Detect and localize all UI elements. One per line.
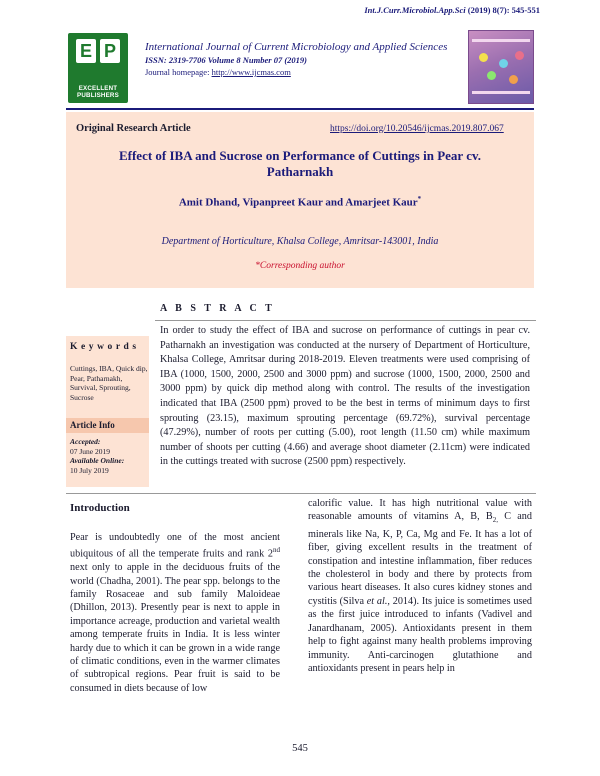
paragraph: Pear is undoubtedly one of the most ancient ubiquitous of all the temperate fruits and rank 2nd next only to apple in the deciduous fruits of the world (Chadha, 2001). The pear spp. belongs to the family Rosaceae and sub family Maloideae (Dhillon, 2013). Presently pear is next to apple in importance acreage, production and varietal wealth among temperate fruits in India. It is less winter hardy due to which it can be grown in a wide range of climatic conditions, even in the warmer climates of subtropical regions. Pear fruit is said to be consumed in diets because of low <box>70 532 280 694</box>
page-number: 545 <box>292 743 308 754</box>
journal-title: International Journal of Current Microbiology and Applied Sciences <box>145 41 448 53</box>
journal-cover-image <box>468 30 534 104</box>
running-head <box>0 5 540 15</box>
author-list <box>66 195 534 209</box>
homepage-link[interactable]: http://www.ijcmas.com <box>211 67 291 77</box>
article-type: Original Research Article <box>76 123 191 134</box>
article-info-header <box>66 418 149 433</box>
running-head-journal: Int.J.Curr.Microbiol.App.Sci <box>364 5 466 15</box>
logo-text: EXCELLENT PUBLISHERS <box>77 85 119 99</box>
corresponding-author: *Corresponding author <box>255 261 345 271</box>
journal-homepage <box>145 66 455 78</box>
available-label: Available Online: <box>70 456 125 465</box>
abstract-divider <box>155 320 536 321</box>
journal-issn: ISSN: 2319-7706 Volume 8 Number 07 (2019) <box>145 55 307 65</box>
publisher-logo <box>68 33 128 103</box>
keywords-list: Cuttings, IBA, Quick dip, Pear, Patharnakh, Survival, Sprouting, Sucrose <box>70 364 148 402</box>
corresponding-mark: * <box>417 195 422 203</box>
section-heading-introduction: Introduction <box>70 502 130 514</box>
accepted-date: 07 June 2019 <box>70 446 110 456</box>
header-divider <box>66 108 534 110</box>
doi-link[interactable]: https://doi.org/10.20546/ijcmas.2019.807.067 <box>330 124 504 134</box>
homepage-label: Journal homepage: <box>145 67 212 77</box>
article-info <box>70 437 148 475</box>
body-column-right <box>308 497 532 675</box>
affiliation: Department of Horticulture, Khalsa College, Amritsar-143001, India <box>161 236 439 247</box>
journal-info <box>145 40 455 78</box>
available-date: 10 July 2019 <box>70 465 109 475</box>
abstract-heading: A B S T R A C T <box>160 303 275 314</box>
accepted-label: Accepted: <box>70 437 101 446</box>
abstract-text: In order to study the effect of IBA and sucrose on performance of cuttings in pear cv. Patharnakh an investigation was conducted at the nursery of Department of Horticulture, Khalsa College, Amritsar during 2018-2019. Eleven treatments were used comprising of IBA (1000, 1500, 2000, 2500 and 3000 ppm) and sucrose (1000, 1500, 2000, 2500 and 3000 ppm) by quick dip method along with control. The results of the investigation indicated that IBA (2500 ppm) proved to be the best in terms of minimum days to first sprouting (23.15), maximum sprouting percentage (69.72%), survival percentage (47.29%), number of roots per cutting (5.00), root length (11.50 cm) while maximum number of shoots per cutting (4.66) and average shoot diameter (2.11cm) were indicated in the cuttings treated with sucrose (2500 ppm) respectively. <box>160 325 530 468</box>
abstract-bottom-divider <box>66 493 536 494</box>
authors: Amit Dhand, Vipanpreet Kaur and Amarjeet Kaur <box>178 196 418 209</box>
body-column-left <box>70 531 280 695</box>
paragraph: calorific value. It has high nutritional value with reasonable amounts of vitamins A, B, $B_{2,}$ C and minerals like Na, K, P, Ca, Mg and Fe. It has a lot of fiber, giving excellent results in the treatment of constipation and intestine inflammation, fiber reduces the cholesterol in body and there by protects from various heart diseases. It also cures kidney stones and cystitis (Silva et al., 2014). Its juice is sometimes used as the first juice introduced to infants (Vadivel and Janardhanam, 2005). Antioxidants present in them help to fight against many health problems improving immunity. Anti-carcinogen glutathione and antioxidants present in pears help in <box>308 498 532 674</box>
logo-letter-e: E <box>76 39 96 63</box>
logo-letter-p: P <box>100 39 120 63</box>
article-info-heading: Article Info <box>70 420 115 430</box>
keywords-heading: K e y w o r d s <box>70 342 137 352</box>
running-head-volume: (2019) 8(7): 545-551 <box>467 5 540 15</box>
article-title: Effect of IBA and Sucrose on Performance of Cuttings in Pear cv. Patharnakh <box>118 148 482 179</box>
